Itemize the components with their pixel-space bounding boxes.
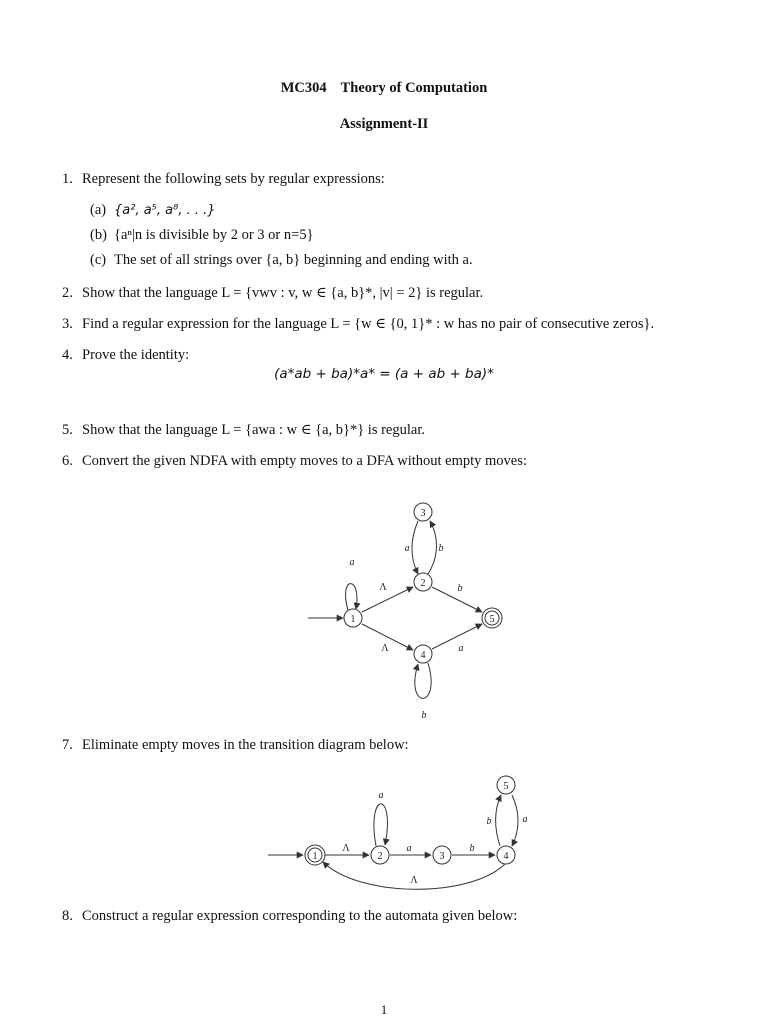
question-text: Convert the given NDFA with empty moves to a DFA without empty moves: <box>82 453 527 469</box>
edge-2-2 <box>374 804 388 846</box>
question-2 <box>62 285 483 302</box>
question-text: Construct a regular expression corresponding to the automata given below: <box>82 908 518 924</box>
question-number: 1. <box>62 171 73 187</box>
question-number: 3. <box>62 316 73 332</box>
edge-label: b <box>457 583 463 594</box>
edge-5-4 <box>512 795 518 846</box>
question-text: Represent the following sets by regular expressions: <box>82 171 385 187</box>
edge-2-3 <box>428 521 437 574</box>
edge-4-5 <box>496 795 501 846</box>
question-text: Show that the language L = {awa : w ∈ {a, b}*} is regular. <box>82 422 425 438</box>
edge-label: Λ <box>379 582 387 593</box>
identity-formula: (a*ab + ba)*a* = (a + ab + ba)* <box>274 366 494 382</box>
question-text: Eliminate empty moves in the transition diagram below: <box>82 737 409 753</box>
question-text: Show that the language L = {vwv : v, w ∈ {a, b}*, |v| = 2} is regular. <box>82 285 484 301</box>
edge-4-4 <box>415 663 431 698</box>
question-number: 2. <box>62 285 73 301</box>
sub-label: (c) <box>90 252 107 268</box>
question-8 <box>62 908 517 925</box>
state-label: 4 <box>420 650 426 661</box>
state-label: 5 <box>503 781 509 792</box>
edge-3-2 <box>412 521 418 574</box>
sub-text: {aⁿ|n is divisible by 2 or 3 or n=5} <box>114 227 314 243</box>
edge-1-2 <box>362 587 413 612</box>
edge-label: a <box>458 643 464 654</box>
edge-4-5 <box>432 624 482 649</box>
edge-label: b <box>486 816 492 827</box>
sub-label: (a) <box>90 202 107 218</box>
edge-1-1 <box>346 584 357 610</box>
state-label: 2 <box>377 851 383 862</box>
course-name: Theory of Computation <box>340 80 488 96</box>
edge-label: a <box>522 814 528 825</box>
question-1b <box>90 227 314 244</box>
edge-label: Λ <box>342 843 350 854</box>
question-number: 7. <box>62 737 73 753</box>
edge-label: a <box>406 843 412 854</box>
state-label: 2 <box>420 578 426 589</box>
question-text: Prove the identity: <box>82 347 190 363</box>
question-number: 5. <box>62 422 73 438</box>
ndfa-diagram <box>300 495 530 725</box>
question-number: 4. <box>62 347 73 363</box>
edge-label: a <box>349 557 355 568</box>
sub-text: The set of all strings over {a, b} beginning and ending with a. <box>114 252 473 268</box>
state-label: 3 <box>439 851 445 862</box>
sub-text: {a², a⁵, a⁸, . . .} <box>114 203 216 218</box>
question-1 <box>62 171 385 188</box>
question-3 <box>62 316 654 333</box>
edge-label: b <box>438 543 444 554</box>
edge-label: b <box>421 710 427 721</box>
state-label: 1 <box>350 614 356 625</box>
question-7 <box>62 737 409 754</box>
edge-label: Λ <box>410 875 418 886</box>
question-4 <box>62 347 189 364</box>
state-label: 4 <box>503 851 509 862</box>
transition-diagram <box>258 768 538 893</box>
question-text: Find a regular expression for the language L = {w ∈ {0, 1}* : w has no pair of consecutive zeros}. <box>82 316 655 332</box>
state-label: 1 <box>312 851 318 862</box>
question-5 <box>62 422 425 439</box>
sub-label: (b) <box>90 227 107 243</box>
assignment-title: Assignment-II <box>339 116 429 132</box>
page-number: 1 <box>380 1002 388 1017</box>
state-label: 3 <box>420 508 426 519</box>
question-number: 8. <box>62 908 73 924</box>
edge-label: a <box>404 543 410 554</box>
question-1c <box>90 252 473 269</box>
course-code: MC304 <box>280 80 327 96</box>
question-6 <box>62 453 527 470</box>
course-title <box>0 80 768 97</box>
edge-label: a <box>378 790 384 801</box>
question-1a <box>90 202 216 219</box>
state-label: 5 <box>489 614 495 625</box>
question-number: 6. <box>62 453 73 469</box>
edge-label: Λ <box>381 643 389 654</box>
edge-label: b <box>469 843 475 854</box>
